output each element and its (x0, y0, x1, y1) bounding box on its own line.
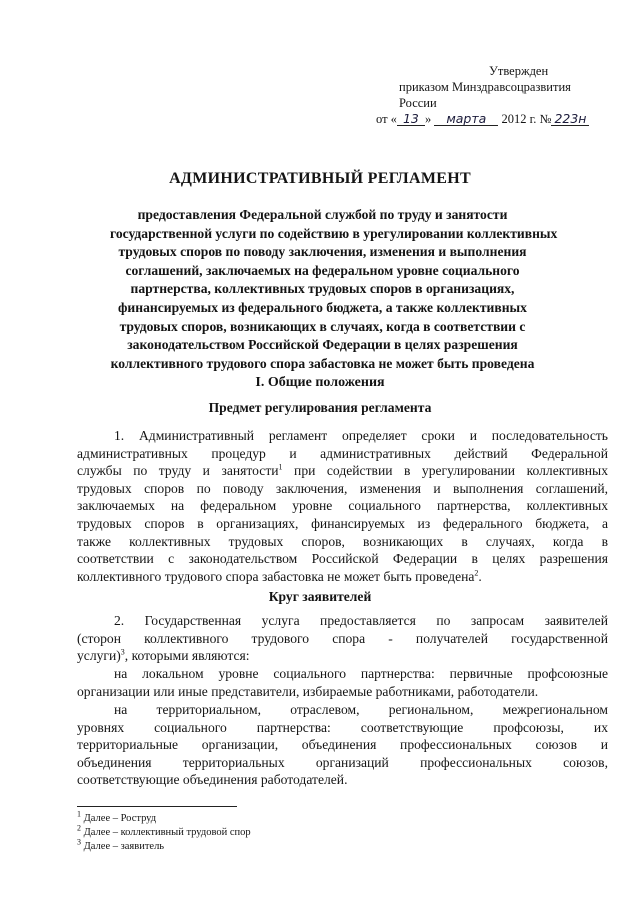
footnote-text: Далее – коллективный трудовой спор (81, 827, 251, 838)
footnote-ref: 2 (474, 568, 479, 578)
handwritten-day: 13 (397, 113, 425, 126)
footnotes (77, 809, 251, 854)
text-line: (сторон коллективного трудового спора - получателей государственной (77, 630, 608, 646)
text-line: также коллективных трудовых споров, возникающих в случаях, когда в (77, 533, 608, 549)
footnote-item (77, 837, 251, 854)
subtitle-line: финансируемых из федерального бюджета, а также коллективных (118, 299, 527, 315)
text-line (77, 647, 608, 665)
document-subtitle (110, 206, 558, 373)
text-line: 2. Государственная услуга предоставляется по запросам заявителей (114, 613, 608, 628)
text-line: 1. Административный регламент определяет сроки и последовательность (114, 428, 608, 443)
text-line: объединения территориальных организаций профессиональных союзов, (77, 754, 608, 770)
text-line: территориальные организации, объединения профессиональных союзов и (77, 737, 608, 753)
approval-stamp (376, 63, 606, 127)
date-year: 2012 г. № (501, 112, 552, 126)
subtitle-line: законодательством Российской Федерации в целях разрешения (127, 337, 518, 353)
text-line: соответствии с законодательством Российской Федерации в целях разрешения (77, 551, 608, 567)
subtitle-line: трудовых споров, возникающих в случаях, когда в соответствии с (119, 318, 526, 334)
text-fragment: услуги) (77, 648, 121, 664)
text-line (77, 462, 608, 480)
approval-line-order: приказом Минздравсоцразвития России (399, 80, 571, 110)
handwritten-order-number: 223н (551, 113, 589, 126)
approval-line-approved: Утвержден (489, 64, 549, 78)
section-title: I. Общие положения (255, 375, 385, 390)
date-prefix: от « (376, 112, 397, 126)
document-title: АДМИНИСТРАТИВНЫЙ РЕГЛАМЕНТ (169, 170, 471, 187)
text-line: административных процедур и административных действий Федеральной (77, 445, 608, 461)
subtitle-line: соглашений, заключаемых на федеральном уровне социального (125, 262, 520, 278)
footnote-ref: 3 (120, 647, 125, 657)
date-day-suffix: » (424, 112, 432, 126)
footnote-mark: 2 (77, 823, 81, 833)
text-line: соответствующие объединения работодателей. (77, 772, 348, 788)
paragraph-1 (77, 427, 608, 585)
footnote-ref: 1 (278, 462, 283, 472)
handwritten-month: марта (434, 113, 498, 126)
footnote-item (77, 823, 251, 840)
text-line: уровнях социального партнерства: соответствующие профсоюзы, их (77, 719, 608, 735)
subtitle-line: государственной услуги по содействию в урегулировании коллективных (110, 225, 558, 241)
text-fragment: службы по труду и занятости (77, 463, 279, 479)
text-fragment: коллективного трудового спора забастовка не может быть проведена (77, 568, 475, 584)
paragraph-2 (77, 612, 608, 665)
text-fragment: . (478, 568, 482, 584)
subtitle-line: партнерства, коллективных трудовых споров в организациях, (130, 281, 515, 297)
footnote-mark: 1 (77, 809, 81, 819)
text-line: организации или иные представители, избираемые работниками, работодатели. (77, 683, 539, 699)
subsection-title-subject: Предмет регулирования регламента (208, 400, 432, 415)
approval-line-date (376, 111, 606, 127)
text-line: трудовых споров в организациях, финансируемых из федерального бюджета, а (77, 515, 608, 531)
text-fragment: , которыми являются: (124, 648, 250, 664)
text-line: на территориальном, отраслевом, региональном, межрегиональном (114, 702, 608, 717)
footnote-item (77, 809, 251, 826)
paragraph-local-level (77, 665, 608, 700)
footnote-text: Далее – заявитель (81, 841, 165, 852)
paragraph-territorial-level (77, 701, 608, 789)
subtitle-line: трудовых споров по поводу заключения, изменения и выполнения (118, 244, 527, 260)
text-fragment: при содействии в урегулировании коллективных (282, 463, 608, 479)
footnote-mark: 3 (77, 837, 81, 847)
text-line: трудовых споров по поводу заключения, изменения и выполнения соглашений, (77, 480, 608, 496)
subtitle-line: предоставления Федеральной службой по труду и занятости (137, 207, 508, 222)
footnote-divider (77, 806, 237, 807)
footnote-text: Далее – Роструд (81, 813, 157, 824)
subtitle-line: коллективного трудового спора забастовка не может быть проведена (110, 355, 535, 371)
subsection-title-applicants: Круг заявителей (268, 589, 372, 604)
text-line: на локальном уровне социального партнерства: первичные профсоюзные (114, 666, 608, 681)
text-line: заключаемых на федеральном уровне социального партнерства, коллективных (77, 498, 608, 514)
text-line (77, 568, 608, 586)
